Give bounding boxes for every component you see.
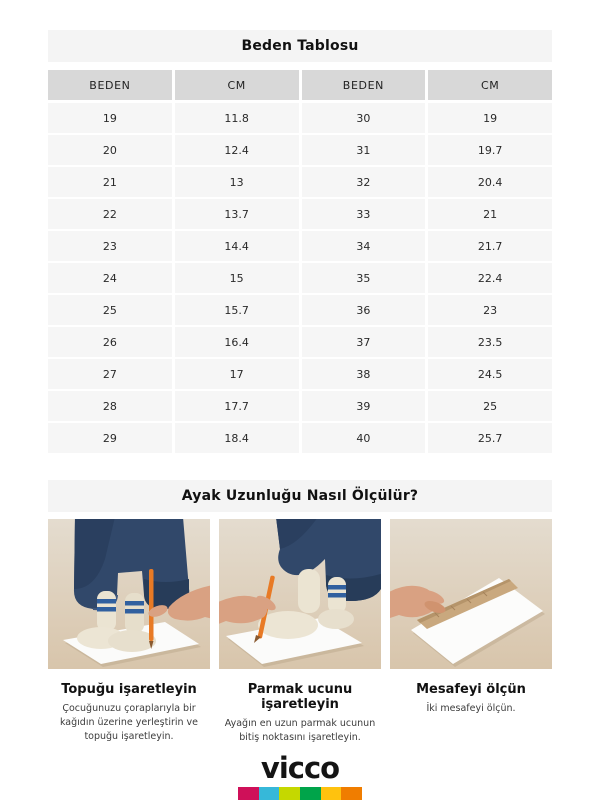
size-table-title: Beden Tablosu (48, 30, 552, 62)
stripe-segment (238, 787, 259, 800)
size-table-cell: 33 (302, 199, 426, 229)
size-table-cell: 40 (302, 423, 426, 453)
vicco-logo-stripe (238, 787, 362, 800)
size-table-cell: 27 (48, 359, 172, 389)
size-table-cell: 13 (175, 167, 299, 197)
stripe-segment (259, 787, 280, 800)
size-table-cell: 22 (48, 199, 172, 229)
size-table-cell: 31 (302, 135, 426, 165)
size-table-row (48, 423, 552, 453)
stripe-segment (321, 787, 342, 800)
step-description: İki mesafeyi ölçün. (426, 703, 516, 714)
size-table-row (48, 167, 552, 197)
distance-measuring-photo (390, 519, 552, 669)
size-table-cell: 35 (302, 263, 426, 293)
measure-step-heel (48, 519, 210, 745)
size-table-row (48, 391, 552, 421)
heel-marking-photo (48, 519, 210, 669)
size-table-header-row (48, 70, 552, 100)
size-table-row (48, 135, 552, 165)
size-table-row (48, 295, 552, 325)
toe-marking-photo (219, 519, 381, 669)
size-table-cell: 28 (48, 391, 172, 421)
size-table-cell: 17 (175, 359, 299, 389)
step-title: Mesafeyi ölçün (416, 682, 526, 697)
size-table-cell: 18.4 (175, 423, 299, 453)
size-table-cell: 23 (428, 295, 552, 325)
brand-footer (48, 751, 552, 800)
size-table-cell: 25.7 (428, 423, 552, 453)
size-table-cell: 16.4 (175, 327, 299, 357)
size-table-cell: 14.4 (175, 231, 299, 261)
size-table-cell: 12.4 (175, 135, 299, 165)
size-table-cell: 26 (48, 327, 172, 357)
size-table-cell: 25 (428, 391, 552, 421)
size-table-cell: 21.7 (428, 231, 552, 261)
size-table-cell: 36 (302, 295, 426, 325)
size-table-cell: 21 (428, 199, 552, 229)
measure-section-title: Ayak Uzunluğu Nasıl Ölçülür? (48, 480, 552, 512)
step-title: Parmak ucunu işaretleyin (247, 682, 353, 712)
size-table-column-header: BEDEN (302, 70, 426, 100)
size-table-row (48, 263, 552, 293)
heel-marking-illustration (48, 519, 210, 669)
size-table-cell: 13.7 (175, 199, 299, 229)
size-table-cell: 19 (428, 103, 552, 133)
measure-step-distance (390, 519, 552, 745)
toe-marking-illustration (219, 519, 381, 669)
size-table-cell: 24.5 (428, 359, 552, 389)
size-table-row (48, 327, 552, 357)
size-table-cell: 22.4 (428, 263, 552, 293)
size-table-cell: 15.7 (175, 295, 299, 325)
vicco-logo: vicco (260, 751, 340, 785)
step-description: Ayağın en uzun parmak ucunun bitiş noktasını işaretleyin. (224, 718, 376, 743)
size-table-cell: 39 (302, 391, 426, 421)
size-table-row (48, 103, 552, 133)
stripe-segment (279, 787, 300, 800)
size-table-cell: 30 (302, 103, 426, 133)
size-table-cell: 19.7 (428, 135, 552, 165)
measure-steps (48, 519, 552, 745)
size-table-column-header: BEDEN (48, 70, 172, 100)
stripe-segment (300, 787, 321, 800)
size-table-cell: 21 (48, 167, 172, 197)
size-table-cell: 15 (175, 263, 299, 293)
ruler-measuring-illustration (390, 519, 552, 669)
stripe-segment (341, 787, 362, 800)
size-table-column-header: CM (175, 70, 299, 100)
size-table-cell: 23.5 (428, 327, 552, 357)
size-table-cell: 25 (48, 295, 172, 325)
size-table-cell: 20 (48, 135, 172, 165)
size-table-row (48, 359, 552, 389)
size-table-cell: 32 (302, 167, 426, 197)
size-table-row (48, 231, 552, 261)
size-table-cell: 37 (302, 327, 426, 357)
size-table-body (48, 103, 552, 453)
step-description: Çocuğunuzu çoraplarıyla bir kağıdın üzerine yerleştirin ve topuğu işaretleyin. (59, 703, 199, 742)
size-table-cell: 34 (302, 231, 426, 261)
size-table-cell: 17.7 (175, 391, 299, 421)
size-table-cell: 23 (48, 231, 172, 261)
size-table-cell: 20.4 (428, 167, 552, 197)
size-table-cell: 29 (48, 423, 172, 453)
size-table-cell: 11.8 (175, 103, 299, 133)
measure-step-toe (219, 519, 381, 745)
size-table-column-header: CM (428, 70, 552, 100)
size-table-cell: 38 (302, 359, 426, 389)
size-table (48, 70, 552, 453)
size-table-cell: 24 (48, 263, 172, 293)
size-table-cell: 19 (48, 103, 172, 133)
step-title: Topuğu işaretleyin (61, 682, 197, 697)
size-table-row (48, 199, 552, 229)
